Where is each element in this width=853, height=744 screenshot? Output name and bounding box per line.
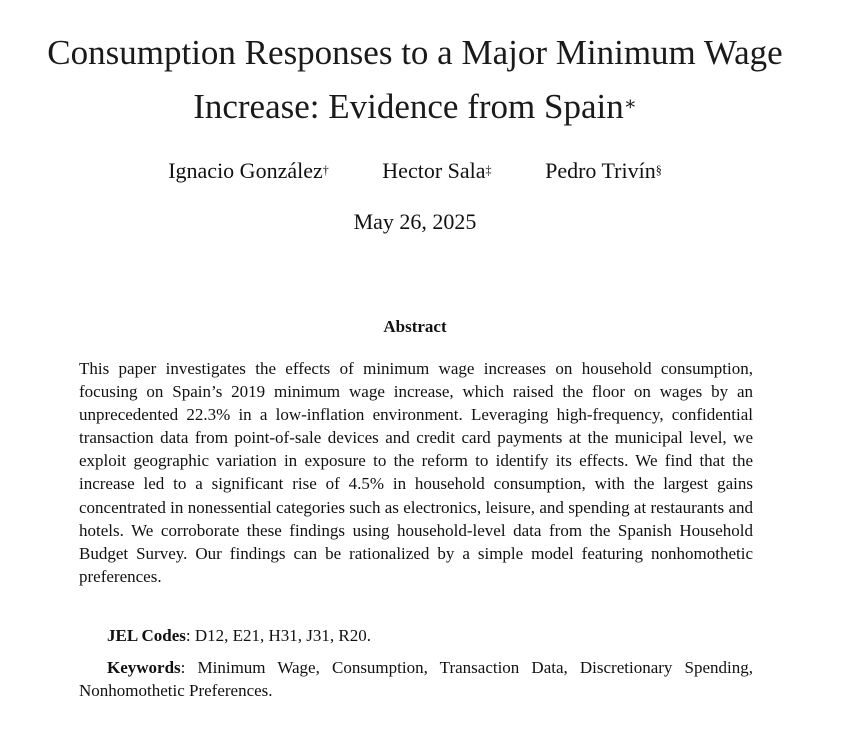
author-2 bbox=[382, 156, 491, 186]
keywords-value: : Minimum Wage, Consumption, Transaction Data, Discretionary Spending, Nonhomothetic Preferences. bbox=[79, 658, 753, 700]
author-footnote-mark[interactable]: † bbox=[322, 162, 329, 177]
jel-codes bbox=[79, 624, 753, 647]
author-name: Ignacio González bbox=[168, 158, 323, 183]
keywords bbox=[79, 656, 753, 702]
author-footnote-mark[interactable]: § bbox=[655, 162, 662, 177]
title-line-1: Consumption Responses to a Major Minimum Wage bbox=[47, 33, 783, 72]
title-footnote-mark[interactable]: ∗ bbox=[623, 94, 637, 116]
title-line-2 bbox=[0, 80, 830, 134]
author-1 bbox=[168, 156, 329, 186]
author-list bbox=[0, 156, 830, 186]
abstract-heading: Abstract bbox=[383, 317, 447, 336]
paper-title bbox=[0, 26, 830, 134]
publication-date: May 26, 2025 bbox=[353, 209, 477, 234]
author-3 bbox=[545, 156, 662, 186]
jel-label: JEL Codes bbox=[107, 626, 186, 645]
author-name: Pedro Trivín bbox=[545, 158, 656, 183]
jel-value: : D12, E21, H31, J31, R20. bbox=[185, 626, 372, 645]
title-line-2-text: Increase: Evidence from Spain bbox=[193, 87, 624, 126]
abstract-body: This paper investigates the effects of minimum wage increases on household consumption, focusing on Spain’s 2019 minimum wage increase, which raised the floor on wages by an unprecedented 22.3% in a low-inflation environment. Leveraging high-frequency, confidential transaction data from point-of-sale devices and credit card payments at the municipal level, we exploit geographic variation in exposure to the reform to identify its effects. We find that the increase led to a significant rise of 4.5% in household consumption, with the largest gains concentrated in nonessential categories such as electronics, leisure, and spending at restaurants and hotels. We corroborate these findings using household-level data from the Spanish Household Budget Survey. Our findings can be rationalized by a simple model featuring nonhomothetic preferences. bbox=[79, 359, 753, 586]
author-footnote-mark[interactable]: ‡ bbox=[485, 162, 492, 177]
keywords-label: Keywords bbox=[107, 658, 181, 677]
author-name: Hector Sala bbox=[382, 158, 486, 183]
